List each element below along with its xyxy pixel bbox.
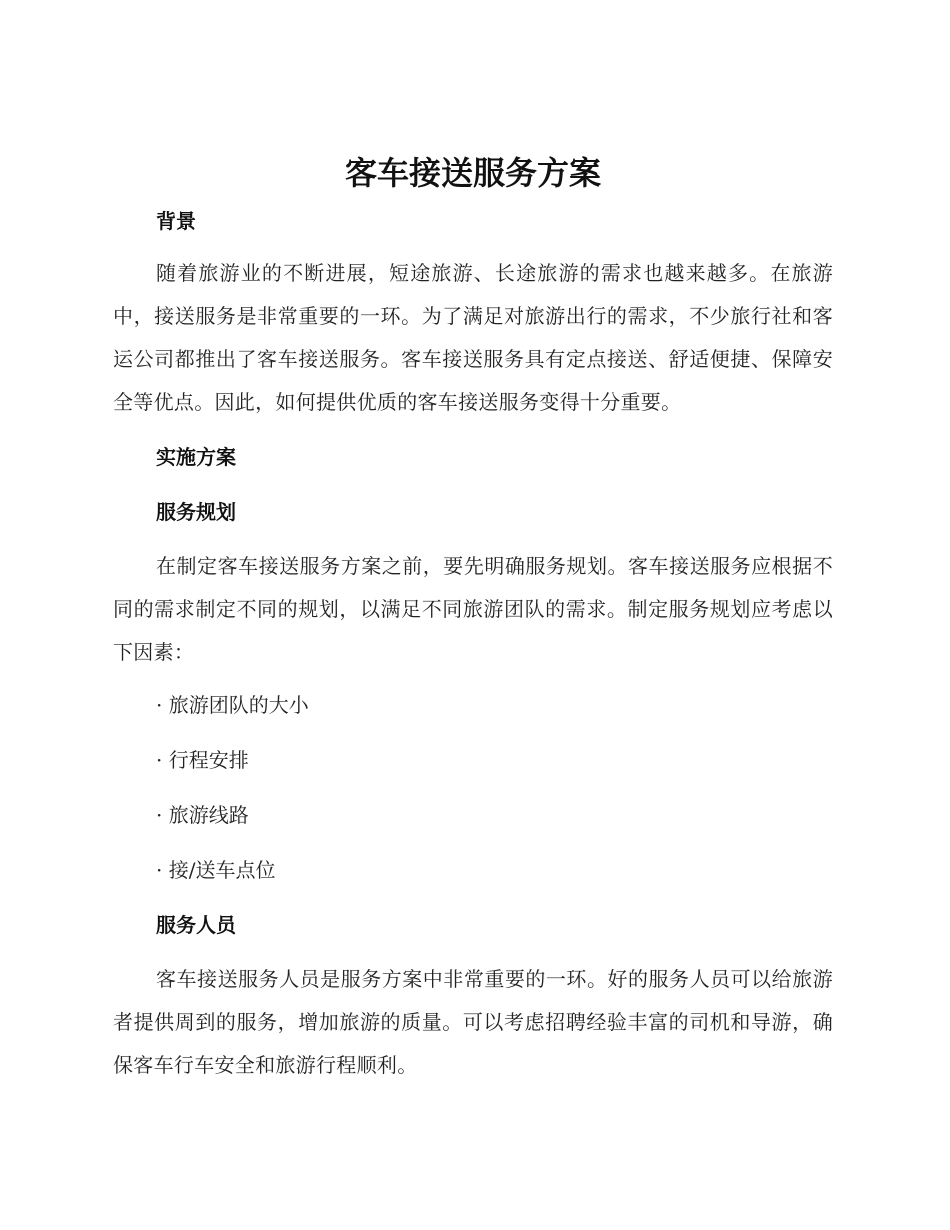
heading-implementation: 实施方案 xyxy=(156,445,236,469)
paragraph-background: 随着旅游业的不断进展，短途旅游、长途旅游的需求也越来越多。在旅游中，接送服务是非常重要的一环。为了满足对旅游出行的需求，不少旅行社和客运公司都推出了客车接送服务。客车接送服务具有定点接送、舒适便捷、保障安全等优点。因此，如何提供优质的客车接送服务变得十分重要。 xyxy=(113,261,833,414)
heading-background: 背景 xyxy=(156,209,196,233)
paragraph-planning: 在制定客车接送服务方案之前，要先明确服务规划。客车接送服务应根据不同的需求制定不同的规划，以满足不同旅游团队的需求。制定服务规划应考虑以下因素： xyxy=(113,554,833,664)
list-item: · 接/送车点位 xyxy=(156,858,276,882)
document-title: 客车接送服务方案 xyxy=(344,154,601,192)
list-item: · 旅游线路 xyxy=(156,803,249,827)
list-item: · 旅游团队的大小 xyxy=(156,693,309,717)
heading-staff: 服务人员 xyxy=(156,913,236,937)
heading-planning: 服务规划 xyxy=(156,500,236,524)
list-item: · 行程安排 xyxy=(156,748,249,772)
paragraph-staff: 客车接送服务人员是服务方案中非常重要的一环。好的服务人员可以给旅游者提供周到的服务，增加旅游的质量。可以考虑招聘经验丰富的司机和导游，确保客车行车安全和旅游行程顺利。 xyxy=(113,967,833,1077)
